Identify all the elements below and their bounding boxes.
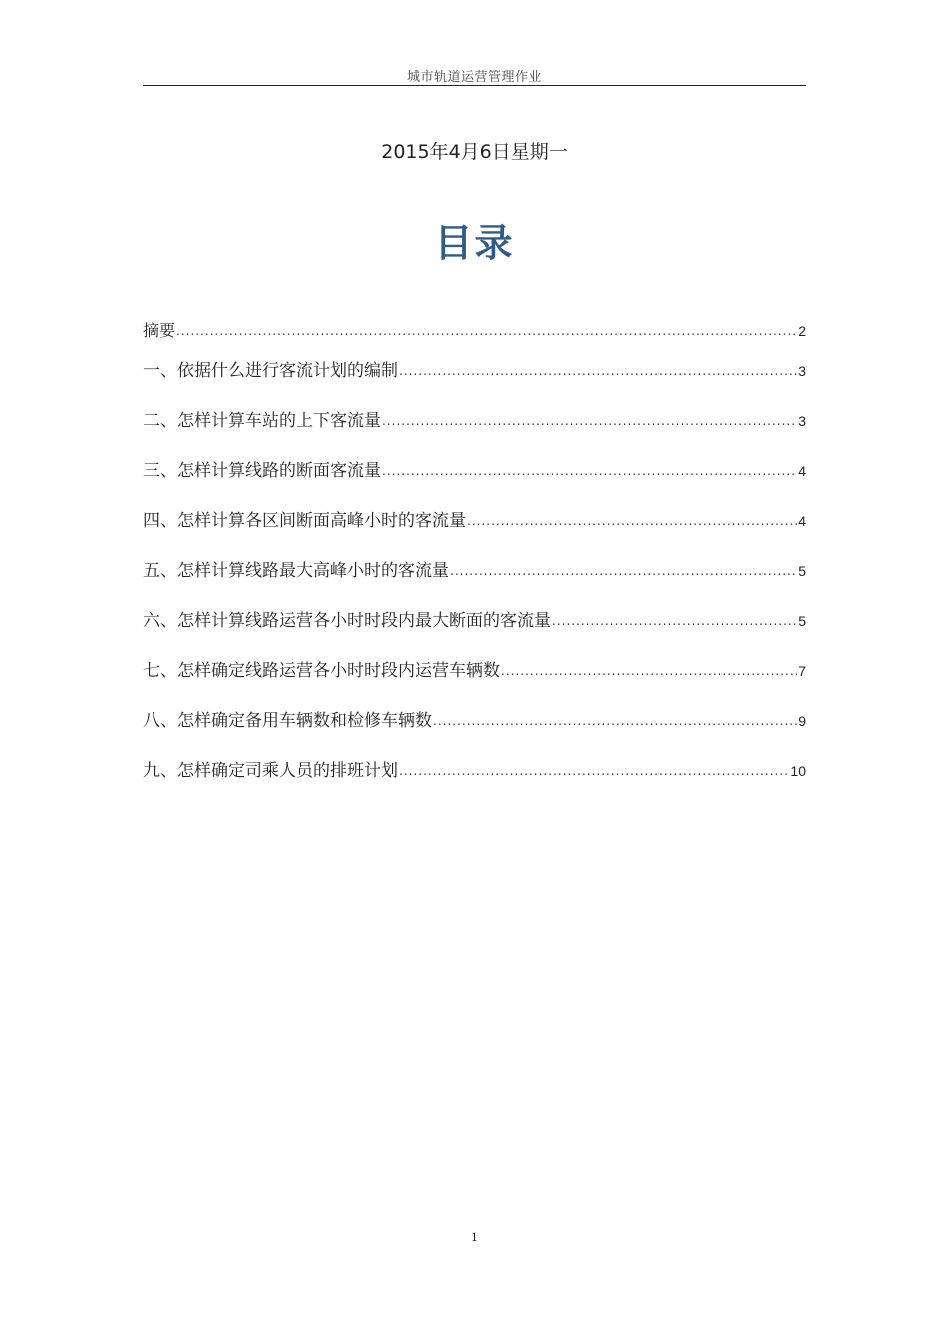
toc-entry-label[interactable]: 八、怎样确定备用车辆数和检修车辆数: [143, 711, 432, 731]
toc-entry-label[interactable]: 九、怎样确定司乘人员的排班计划: [143, 761, 398, 781]
toc-entry-page: 2: [798, 323, 806, 339]
toc-entry-label[interactable]: 一、依据什么进行客流计划的编制: [143, 361, 398, 381]
toc-entry-page: 9: [798, 713, 806, 729]
toc-entry-page: 3: [798, 363, 806, 379]
toc-entry-6[interactable]: [143, 606, 806, 632]
toc-entry-page: 5: [798, 613, 806, 629]
toc-entry-1[interactable]: [143, 356, 806, 382]
toc-entry-page: 10: [790, 763, 806, 779]
toc-entry-page: 5: [798, 563, 806, 579]
toc-entry-label[interactable]: 四、怎样计算各区间断面高峰小时的客流量: [143, 511, 466, 531]
toc-dot-leader: [433, 715, 797, 727]
toc-entry-page: 3: [798, 413, 806, 429]
document-date: 2015年4月6日星期一: [381, 141, 568, 163]
toc-entry-label[interactable]: 三、怎样计算线路的断面客流量: [143, 461, 381, 481]
toc-entry-label[interactable]: 六、怎样计算线路运营各小时时段内最大断面的客流量: [143, 611, 551, 631]
toc-entry-2[interactable]: [143, 406, 806, 432]
toc-title: 目录: [434, 221, 515, 265]
toc-entry-9[interactable]: [143, 756, 806, 782]
table-of-contents: [143, 318, 806, 806]
toc-entry-label[interactable]: 五、怎样计算线路最大高峰小时的客流量: [143, 561, 449, 581]
header-rule: [143, 85, 806, 86]
toc-entry-4[interactable]: [143, 506, 806, 532]
toc-dot-leader: [450, 565, 797, 577]
toc-dot-leader: [382, 465, 797, 477]
toc-entry-label[interactable]: 二、怎样计算车站的上下客流量: [143, 411, 381, 431]
toc-dot-leader: [552, 615, 797, 627]
toc-dot-leader: [467, 515, 797, 527]
toc-entry-5[interactable]: [143, 556, 806, 582]
page-number: 1: [471, 1231, 478, 1244]
toc-entry-3[interactable]: [143, 456, 806, 482]
toc-dot-leader: [399, 365, 797, 377]
toc-entry-page: 4: [798, 513, 806, 529]
toc-entry-7[interactable]: [143, 656, 806, 682]
toc-entry-page: 7: [798, 663, 806, 679]
toc-entry-abstract[interactable]: [143, 318, 806, 344]
toc-entry-page: 4: [798, 463, 806, 479]
toc-dot-leader: [176, 325, 797, 337]
toc-dot-leader: [399, 765, 789, 777]
toc-dot-leader: [382, 415, 797, 427]
toc-entry-label[interactable]: 摘要: [143, 321, 176, 340]
toc-entry-label[interactable]: 七、怎样确定线路运营各小时时段内运营车辆数: [143, 661, 500, 681]
page-header: 城市轨道运营管理作业: [406, 70, 542, 85]
toc-dot-leader: [501, 665, 797, 677]
toc-entry-8[interactable]: [143, 706, 806, 732]
